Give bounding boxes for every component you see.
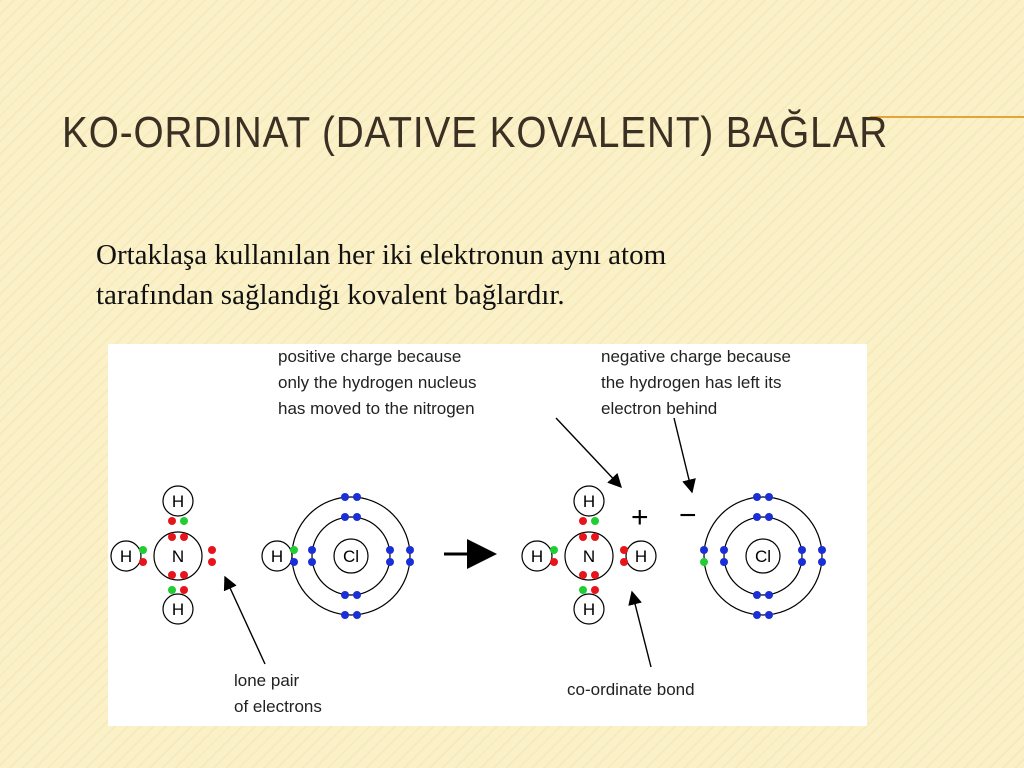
positive-charge-note xyxy=(278,347,476,418)
dative-bond-diagram xyxy=(108,344,867,726)
lone-pair-line-2: of electrons xyxy=(234,697,322,716)
negative-note-line-3: electron behind xyxy=(601,399,718,418)
positive-note-line-3: has moved to the nitrogen xyxy=(278,399,475,418)
negative-arrow xyxy=(674,418,692,492)
h-atom-label: H xyxy=(634,547,648,566)
plus-sign: + xyxy=(631,501,649,534)
h-atom-label: H xyxy=(582,600,596,619)
h-atom-label: H xyxy=(171,492,185,511)
negative-charge-note xyxy=(601,347,791,418)
h-atom-label: H xyxy=(270,547,284,566)
negative-note-line-2: the hydrogen has left its xyxy=(601,373,782,392)
positive-arrow xyxy=(556,418,621,487)
minus-sign: − xyxy=(679,499,697,532)
h-atom-label: H xyxy=(582,492,596,511)
lone-pair-arrow xyxy=(225,577,265,664)
coordinate-bond-note: co-ordinate bond xyxy=(567,680,695,699)
cl-atom-label: Cl xyxy=(754,547,772,566)
h-atom-label: H xyxy=(530,547,544,566)
lone-pair-note xyxy=(234,671,322,716)
slide-title: KO-ORDINAT (DATIVE KOVALENT) BAĞLAR xyxy=(62,108,889,157)
positive-note-line-2: only the hydrogen nucleus xyxy=(278,373,477,392)
chloride-ion xyxy=(700,493,826,619)
n-atom-label: N xyxy=(582,547,596,566)
body-line-2: tarafından sağlandığı kovalent bağlardır. xyxy=(96,279,565,311)
body-line-1: Ortaklaşa kullanılan her iki elektronun aynı atom xyxy=(96,239,667,271)
h-atom-label: H xyxy=(171,600,185,619)
h-atom-label: H xyxy=(119,547,133,566)
positive-note-line-1: positive charge because xyxy=(278,347,462,366)
ammonia-molecule xyxy=(111,486,216,624)
cl-atom-label: Cl xyxy=(342,547,360,566)
lone-pair-line-1: lone pair xyxy=(234,671,300,690)
title-rule xyxy=(870,116,1024,118)
n-atom-label: N xyxy=(171,547,185,566)
slide-body xyxy=(96,235,896,315)
bond-arrow xyxy=(632,592,651,667)
negative-note-line-1: negative charge because xyxy=(601,347,791,366)
hydrogen-chloride-molecule xyxy=(262,493,414,619)
